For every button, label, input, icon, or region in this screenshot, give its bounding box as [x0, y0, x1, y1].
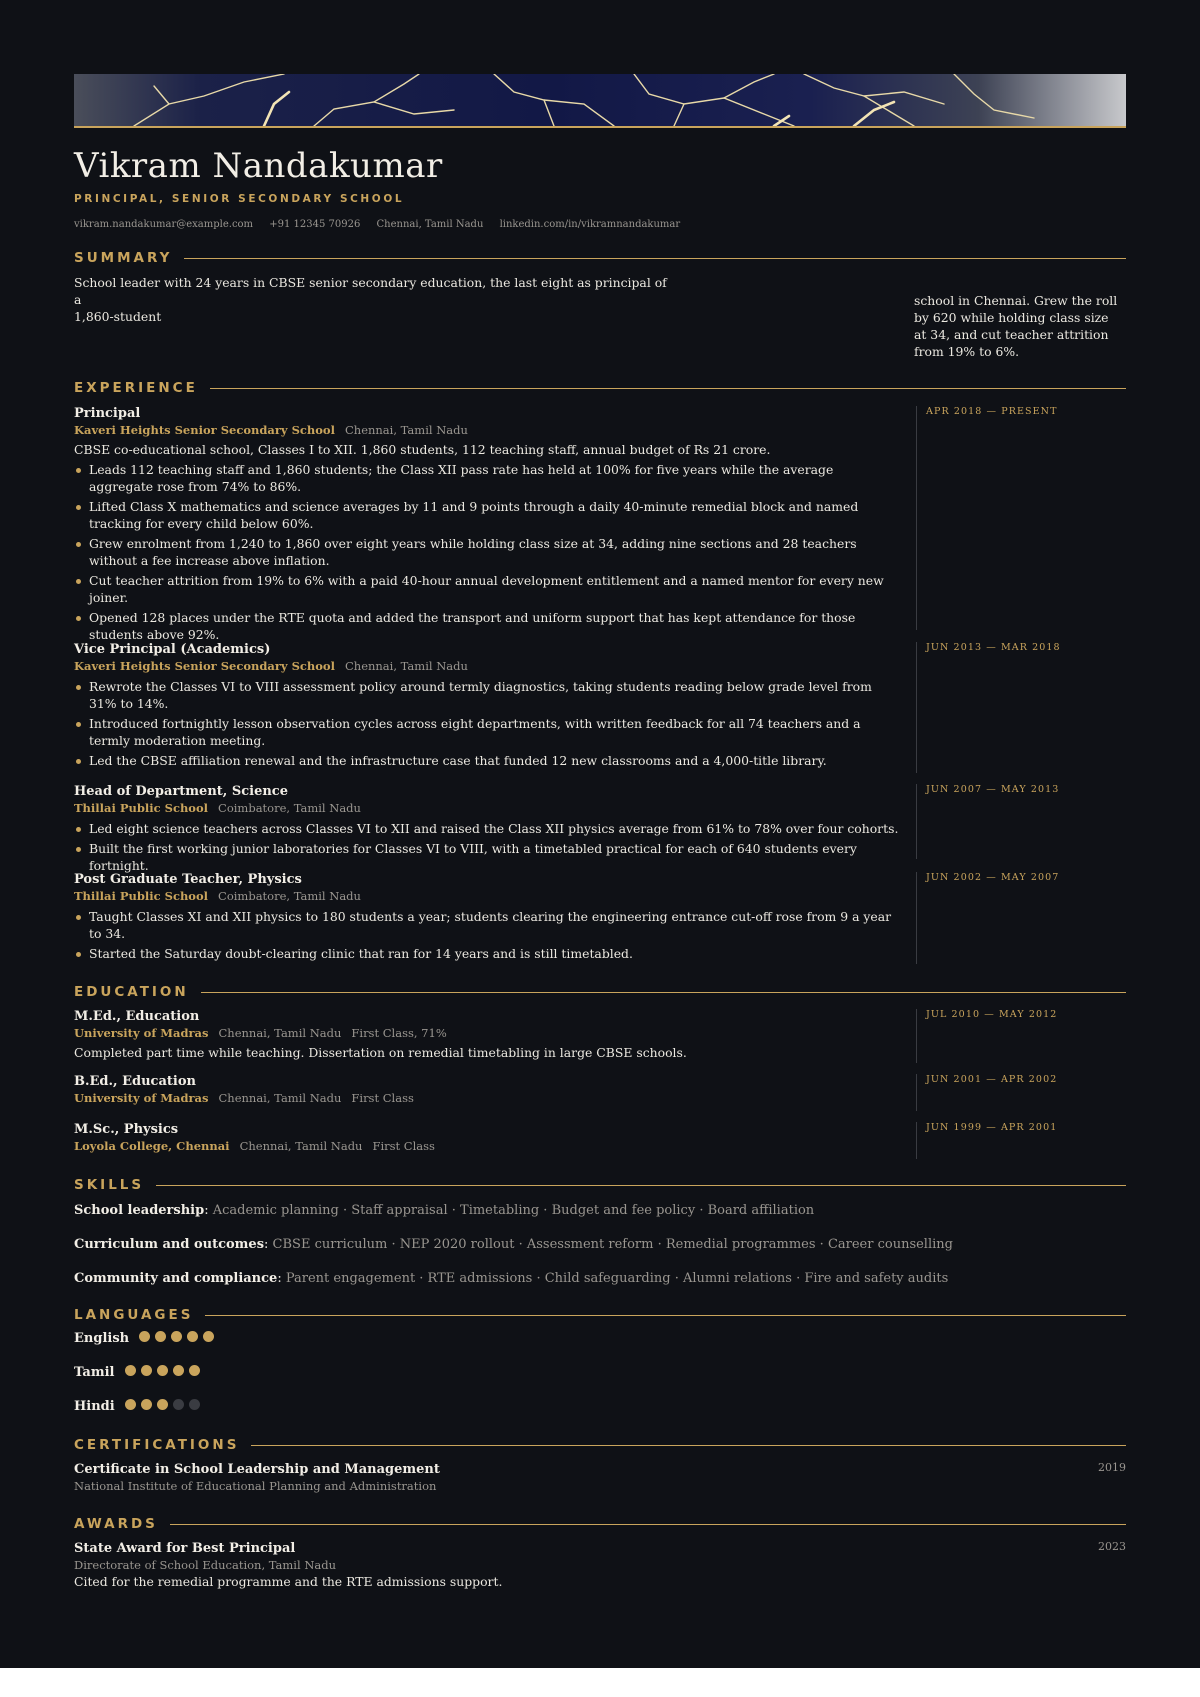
achievement-item: Introduced fortnightly lesson observation cycles across eight departments, with written feedback for all 74 teachers and a termly moderation meeting.	[74, 715, 908, 749]
skill-group-values: Academic planning · Staff appraisal · Timetabling · Budget and fee policy · Board affiliation	[212, 1203, 815, 1218]
skill-group-label: Curriculum and outcomes	[74, 1237, 265, 1252]
achievement-item: Lifted Class X mathematics and science averages by 11 and 9 points through a daily 40-minute remedial block and named tracking for every child below 60%.	[74, 498, 908, 532]
achievement-list	[74, 461, 908, 643]
proficiency-dot-filled	[203, 1331, 214, 1342]
proficiency-dot-filled	[139, 1331, 150, 1342]
degree-grade: First Class	[351, 1091, 414, 1105]
proficiency-dot-filled	[187, 1331, 198, 1342]
experience-entry	[74, 641, 908, 772]
candidate-title: PRINCIPAL, SENIOR SECONDARY SCHOOL	[74, 193, 405, 205]
candidate-name: Vikram Nandakumar	[74, 146, 443, 186]
institution-name: University of Madras	[74, 1026, 209, 1040]
degree-dates: JUN 2001 — APR 2002	[916, 1074, 1126, 1111]
contact-line	[74, 219, 693, 230]
skill-group-values: CBSE curriculum · NEP 2020 rollout · Assessment reform · Remedial programmes · Career counselling	[272, 1237, 953, 1252]
skill-group: School leadership: Academic planning · Staff appraisal · Timetabling · Budget and fee policy · Board affiliation	[74, 1203, 815, 1218]
award-note: Cited for the remedial programme and the RTE admissions support.	[74, 1574, 503, 1589]
language-row	[74, 1399, 205, 1414]
language-level-dots	[125, 1365, 205, 1380]
employer-name: Kaveri Heights Senior Secondary School	[74, 659, 335, 673]
job-location: Coimbatore, Tamil Nadu	[218, 801, 361, 815]
degree-note: Completed part time while teaching. Dissertation on remedial timetabling in large CBSE schools.	[74, 1045, 687, 1060]
job-location: Chennai, Tamil Nadu	[344, 659, 468, 673]
section-rule	[184, 258, 1126, 259]
job-dates: APR 2018 — PRESENT	[916, 406, 1126, 630]
proficiency-dot-filled	[173, 1365, 184, 1376]
employer-name: Kaveri Heights Senior Secondary School	[74, 423, 335, 437]
employer-description: CBSE co-educational school, Classes I to XII. 1,860 students, 112 teaching staff, annual budget of Rs 21 crore.	[74, 442, 771, 457]
job-title: Head of Department, Science	[74, 784, 288, 799]
employer-name: Thillai Public School	[74, 889, 209, 903]
job-location: Chennai, Tamil Nadu	[344, 423, 468, 437]
language-name: Tamil	[74, 1365, 115, 1380]
language-level-dots	[125, 1399, 205, 1414]
employer-name: Thillai Public School	[74, 801, 209, 815]
job-location: Coimbatore, Tamil Nadu	[218, 889, 361, 903]
awards-heading-text: AWARDS	[74, 1516, 158, 1532]
award-entry	[74, 1540, 1126, 1590]
languages-heading	[74, 1306, 1126, 1324]
certifications-heading	[74, 1436, 1126, 1454]
institution-location: Chennai, Tamil Nadu	[218, 1091, 342, 1105]
skill-group: Community and compliance: Parent engagement · RTE admissions · Child safeguarding · Alumni relations · Fire and safety audits	[74, 1271, 949, 1286]
achievement-item: Cut teacher attrition from 19% to 6% with a paid 40-hour annual development entitlement and a named mentor for every new joiner.	[74, 572, 908, 606]
skills-heading	[74, 1176, 1126, 1194]
degree-title: M.Sc., Physics	[74, 1122, 179, 1137]
job-dates: JUN 2007 — MAY 2013	[916, 784, 1126, 859]
section-rule	[156, 1185, 1126, 1186]
certification-issuer: National Institute of Educational Planning and Administration	[74, 1479, 437, 1493]
proficiency-dot-empty	[173, 1399, 184, 1410]
section-rule	[170, 1524, 1126, 1525]
proficiency-dot-filled	[141, 1365, 152, 1376]
achievement-item: Built the first working junior laboratories for Classes VI to VIII, with a timetabled practical for each of 640 students every fortnight.	[74, 840, 908, 874]
experience-entry	[74, 871, 908, 965]
language-row	[74, 1331, 219, 1346]
proficiency-dot-filled	[125, 1399, 136, 1410]
institution-name: Loyola College, Chennai	[74, 1139, 230, 1153]
contact-phone[interactable]: +91 12345 70926	[269, 219, 361, 230]
proficiency-dot-filled	[141, 1399, 152, 1410]
language-name: English	[74, 1331, 130, 1346]
skill-group-label: Community and compliance	[74, 1271, 278, 1286]
proficiency-dot-empty	[189, 1399, 200, 1410]
proficiency-dot-filled	[125, 1365, 136, 1376]
experience-heading-text: EXPERIENCE	[74, 380, 198, 396]
institution-name: University of Madras	[74, 1091, 209, 1105]
summary-text-left	[74, 274, 674, 325]
award-year: 2023	[1098, 1540, 1126, 1553]
skill-group: Curriculum and outcomes: CBSE curriculum · NEP 2020 rollout · Assessment reform · Remedial programmes · Career counselling	[74, 1237, 953, 1252]
summary-text-right: school in Chennai. Grew the roll by 620 while holding class size at 34, and cut teacher attrition from 19% to 6%.	[914, 293, 1118, 359]
job-title: Vice Principal (Academics)	[74, 642, 271, 657]
contact-location: Chennai, Tamil Nadu	[376, 219, 484, 230]
certification-entry	[74, 1461, 1126, 1494]
achievement-item: Led the CBSE affiliation renewal and the infrastructure case that funded 12 new classrooms and a 4,000-title library.	[74, 752, 908, 769]
degree-dates: JUN 1999 — APR 2001	[916, 1122, 1126, 1159]
achievement-list	[74, 908, 908, 962]
job-title: Post Graduate Teacher, Physics	[74, 872, 302, 887]
summary-line-2: 1,860-student	[74, 309, 162, 324]
award-issuer: Directorate of School Education, Tamil Nadu	[74, 1558, 337, 1572]
summary-heading	[74, 249, 1126, 267]
certifications-heading-text: CERTIFICATIONS	[74, 1437, 240, 1453]
experience-heading	[74, 379, 1126, 397]
contact-email[interactable]: vikram.nandakumar@example.com	[74, 219, 254, 230]
achievement-list	[74, 678, 908, 769]
section-rule	[205, 1315, 1126, 1316]
section-rule	[210, 388, 1126, 389]
degree-title: M.Ed., Education	[74, 1009, 200, 1024]
degree-title: B.Ed., Education	[74, 1074, 196, 1089]
contact-linkedin[interactable]: linkedin.com/in/vikramnandakumar	[499, 219, 681, 230]
achievement-item: Leads 112 teaching staff and 1,860 students; the Class XII pass rate has held at 100% for five years while the average aggregate rose from 74% to 86%.	[74, 461, 908, 495]
awards-heading	[74, 1515, 1126, 1533]
summary-line-1: School leader with 24 years in CBSE senior secondary education, the last eight as principal of a	[74, 275, 667, 307]
institution-location: Chennai, Tamil Nadu	[218, 1026, 342, 1040]
education-heading	[74, 983, 1126, 1001]
skill-group-label: School leadership	[74, 1203, 205, 1218]
skill-group-values: Parent engagement · RTE admissions · Child safeguarding · Alumni relations · Fire and safety audits	[285, 1271, 949, 1286]
language-name: Hindi	[74, 1399, 115, 1414]
languages-heading-text: LANGUAGES	[74, 1307, 194, 1323]
achievement-item: Opened 128 places under the RTE quota and added the transport and uniform support that has kept attendance for those students above 92%.	[74, 609, 908, 643]
achievement-item: Started the Saturday doubt-clearing clinic that ran for 14 years and is still timetabled.	[74, 945, 908, 962]
degree-grade: First Class, 71%	[351, 1026, 447, 1040]
section-rule	[201, 992, 1126, 993]
proficiency-dot-filled	[189, 1365, 200, 1376]
header-banner-image	[74, 74, 1126, 128]
proficiency-dot-filled	[157, 1365, 168, 1376]
degree-dates: JUL 2010 — MAY 2012	[916, 1009, 1126, 1063]
experience-entry	[74, 405, 908, 646]
language-level-dots	[139, 1331, 219, 1346]
skills-heading-text: SKILLS	[74, 1177, 145, 1193]
experience-entry	[74, 783, 908, 877]
proficiency-dot-filled	[171, 1331, 182, 1342]
job-title: Principal	[74, 406, 141, 421]
certification-title: Certificate in School Leadership and Management	[74, 1462, 440, 1477]
job-dates: JUN 2013 — MAR 2018	[916, 642, 1126, 773]
education-entry	[74, 1121, 908, 1155]
proficiency-dot-filled	[155, 1331, 166, 1342]
achievement-item: Grew enrolment from 1,240 to 1,860 over eight years while holding class size at 34, adding nine sections and 28 teachers without a fee increase above inflation.	[74, 535, 908, 569]
degree-grade: First Class	[372, 1139, 435, 1153]
job-dates: JUN 2002 — MAY 2007	[916, 872, 1126, 964]
language-row	[74, 1365, 205, 1380]
institution-location: Chennai, Tamil Nadu	[239, 1139, 363, 1153]
certification-year: 2019	[1098, 1461, 1126, 1474]
achievement-item: Rewrote the Classes VI to VIII assessment policy around termly diagnostics, taking students reading below grade level from 31% to 14%.	[74, 678, 908, 712]
proficiency-dot-filled	[157, 1399, 168, 1410]
achievement-list	[74, 820, 908, 874]
education-heading-text: EDUCATION	[74, 984, 189, 1000]
section-rule	[251, 1445, 1126, 1446]
education-entry	[74, 1073, 908, 1107]
education-entry	[74, 1008, 908, 1061]
achievement-item: Led eight science teachers across Classes VI to XII and raised the Class XII physics average from 61% to 78% over four cohorts.	[74, 820, 908, 837]
summary-heading-text: SUMMARY	[74, 250, 173, 266]
award-title: State Award for Best Principal	[74, 1541, 296, 1556]
achievement-item: Taught Classes XI and XII physics to 180 students a year; students clearing the engineering entrance cut-off rose from 9 a year to 34.	[74, 908, 908, 942]
